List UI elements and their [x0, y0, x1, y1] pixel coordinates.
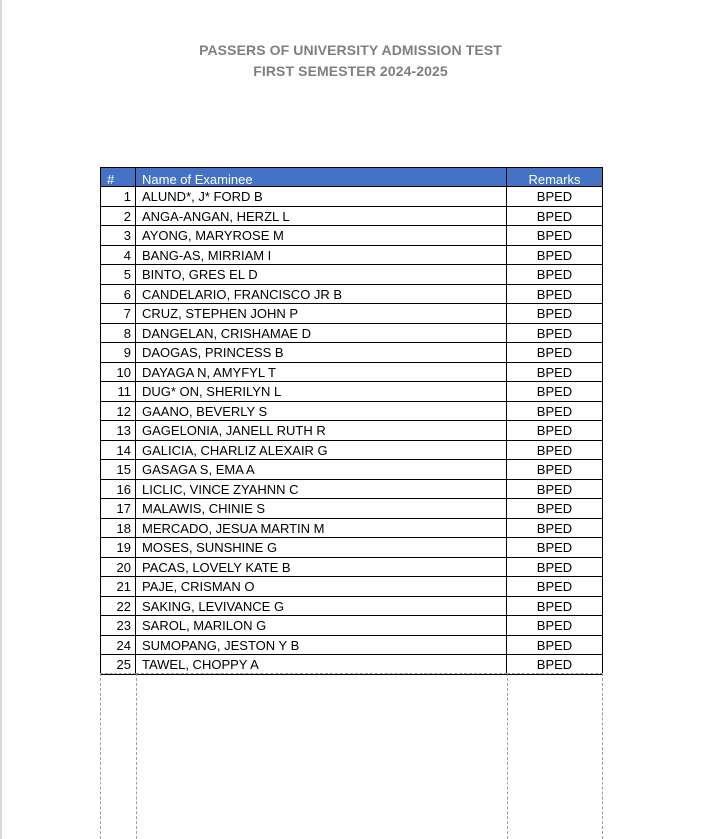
examinee-name: TAWEL, CHOPPY A — [136, 655, 507, 674]
examinee-name: SUMOPANG, JESTON Y B — [136, 636, 507, 655]
row-number: 8 — [100, 324, 136, 343]
remarks-value: BPED — [507, 421, 603, 440]
examinee-name: PACAS, LOVELY KATE B — [136, 558, 507, 577]
table-row — [100, 616, 603, 636]
remarks-value: BPED — [507, 597, 603, 616]
remarks-value: BPED — [507, 343, 603, 362]
examinee-name: MERCADO, JESUA MARTIN M — [136, 519, 507, 538]
row-number: 4 — [100, 246, 136, 265]
row-number: 25 — [100, 655, 136, 674]
examinee-name: LICLIC, VINCE ZYAHNN C — [136, 480, 507, 499]
empty-column-number — [100, 673, 136, 839]
remarks-value: BPED — [507, 538, 603, 557]
document-title: PASSERS OF UNIVERSITY ADMISSION TEST — [199, 42, 502, 58]
row-number: 9 — [100, 343, 136, 362]
examinee-name: PAJE, CRISMAN O — [136, 577, 507, 596]
examinee-name: MALAWIS, CHINIE S — [136, 499, 507, 518]
row-number: 6 — [100, 285, 136, 304]
table-row — [100, 226, 603, 246]
row-number: 19 — [100, 538, 136, 557]
table-row — [100, 441, 603, 461]
table-row — [100, 519, 603, 539]
remarks-value: BPED — [507, 558, 603, 577]
table-row — [100, 187, 603, 207]
row-number: 18 — [100, 519, 136, 538]
row-number: 7 — [100, 304, 136, 323]
examinee-name: SAKING, LEVIVANCE G — [136, 597, 507, 616]
examinee-name: AYONG, MARYROSE M — [136, 226, 507, 245]
remarks-value: BPED — [507, 304, 603, 323]
table-row — [100, 538, 603, 558]
empty-column-remarks — [507, 673, 603, 839]
examinee-name: GALICIA, CHARLIZ ALEXAIR G — [136, 441, 507, 460]
table-row — [100, 207, 603, 227]
row-number: 12 — [100, 402, 136, 421]
row-number: 20 — [100, 558, 136, 577]
remarks-value: BPED — [507, 207, 603, 226]
table-row — [100, 304, 603, 324]
row-number: 13 — [100, 421, 136, 440]
row-number: 14 — [100, 441, 136, 460]
table-row — [100, 265, 603, 285]
examinee-name: CRUZ, STEPHEN JOHN P — [136, 304, 507, 323]
row-number: 3 — [100, 226, 136, 245]
document-subtitle: FIRST SEMESTER 2024-2025 — [253, 63, 448, 79]
empty-sheet-area — [100, 673, 603, 839]
row-number: 1 — [100, 187, 136, 206]
row-number: 15 — [100, 460, 136, 479]
header-remarks: Remarks — [507, 168, 603, 186]
table-row — [100, 636, 603, 656]
row-number: 23 — [100, 616, 136, 635]
remarks-value: BPED — [507, 636, 603, 655]
remarks-value: BPED — [507, 460, 603, 479]
row-number: 11 — [100, 382, 136, 401]
row-number: 16 — [100, 480, 136, 499]
table-header-row — [100, 167, 603, 187]
examinee-name: MOSES, SUNSHINE G — [136, 538, 507, 557]
examinee-name: GASAGA S, EMA A — [136, 460, 507, 479]
table-row — [100, 480, 603, 500]
remarks-value: BPED — [507, 519, 603, 538]
examinee-name: GAANO, BEVERLY S — [136, 402, 507, 421]
remarks-value: BPED — [507, 226, 603, 245]
empty-column-name — [136, 673, 507, 839]
remarks-value: BPED — [507, 577, 603, 596]
table-row — [100, 285, 603, 305]
table-row — [100, 382, 603, 402]
table-row — [100, 460, 603, 480]
table-row — [100, 499, 603, 519]
row-number: 10 — [100, 363, 136, 382]
remarks-value: BPED — [507, 363, 603, 382]
remarks-value: BPED — [507, 265, 603, 284]
row-number: 5 — [100, 265, 136, 284]
row-number: 17 — [100, 499, 136, 518]
examinee-name: ANGA-ANGAN, HERZL L — [136, 207, 507, 226]
row-number: 21 — [100, 577, 136, 596]
table-row — [100, 577, 603, 597]
header-name: Name of Examinee — [136, 168, 507, 186]
remarks-value: BPED — [507, 480, 603, 499]
examinee-name: SAROL, MARILON G — [136, 616, 507, 635]
examinee-table — [100, 167, 603, 675]
examinee-name: BINTO, GRES EL D — [136, 265, 507, 284]
table-body — [100, 187, 603, 675]
remarks-value: BPED — [507, 402, 603, 421]
examinee-name: DAOGAS, PRINCESS B — [136, 343, 507, 362]
examinee-name: CANDELARIO, FRANCISCO JR B — [136, 285, 507, 304]
remarks-value: BPED — [507, 616, 603, 635]
table-row — [100, 558, 603, 578]
table-row — [100, 597, 603, 617]
remarks-value: BPED — [507, 285, 603, 304]
remarks-value: BPED — [507, 382, 603, 401]
remarks-value: BPED — [507, 441, 603, 460]
table-row — [100, 402, 603, 422]
row-number: 22 — [100, 597, 136, 616]
row-number: 2 — [100, 207, 136, 226]
examinee-name: ALUND*, J* FORD B — [136, 187, 507, 206]
table-row — [100, 343, 603, 363]
remarks-value: BPED — [507, 187, 603, 206]
page-left-edge — [0, 0, 2, 839]
remarks-value: BPED — [507, 246, 603, 265]
table-row — [100, 363, 603, 383]
remarks-value: BPED — [507, 655, 603, 674]
examinee-name: DANGELAN, CRISHAMAE D — [136, 324, 507, 343]
examinee-name: GAGELONIA, JANELL RUTH R — [136, 421, 507, 440]
remarks-value: BPED — [507, 499, 603, 518]
table-row — [100, 324, 603, 344]
table-row — [100, 246, 603, 266]
examinee-name: BANG-AS, MIRRIAM I — [136, 246, 507, 265]
table-row — [100, 421, 603, 441]
header-number: # — [100, 168, 136, 186]
remarks-value: BPED — [507, 324, 603, 343]
table-row — [100, 655, 603, 675]
examinee-name: DAYAGA N, AMYFYL T — [136, 363, 507, 382]
row-number: 24 — [100, 636, 136, 655]
examinee-name: DUG* ON, SHERILYN L — [136, 382, 507, 401]
